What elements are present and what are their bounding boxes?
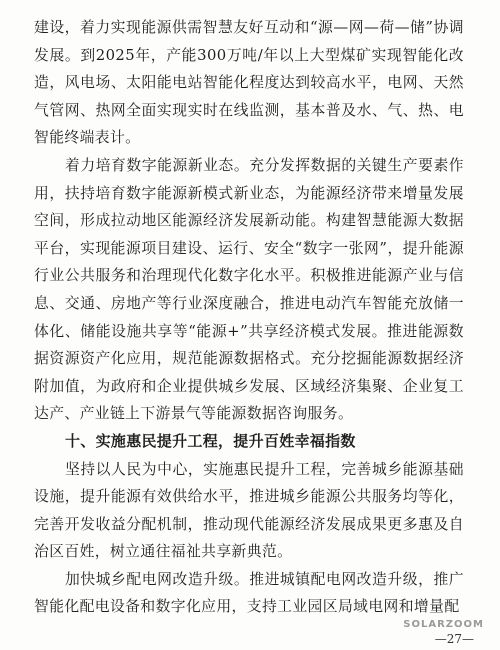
paragraph-smart-energy-continued: 建设，着力实现能源供需智慧友好互动和“源—网—荷—储”协调发展。到2025年，产能300万吨/年以上大型煤矿实现智能化改造，风电场、太阳能电站智能化程度达到较高水平，电网、天然气管网、热网全面实现实时在线监测，基本普及水、气、热、电智能终端表计。	[34, 19, 464, 147]
paragraph-grid-upgrade: 加快城乡配电网改造升级。推进城镇配电网改造升级，推广智能化配电设备和数字化应用，支持工业园区局域电网和增量配	[34, 570, 464, 616]
page-number: —27—	[434, 632, 474, 646]
paragraph-digital-energy: 着力培育数字能源新业态。充分发挥数据的关键生产要素作用，扶持培育数字能源新模式新业态，为能源经济带来增量发展空间，形成拉动地区能源经济发展新动能。构建智慧能源大数据平台，实现能源项目建设、运行、安全“数字一张网”，提升能源行业公共服务和治理现代化数字化水平。积极推进能源产业与信息、交通、房地产等行业深度融合，推进电动汽车智能充放储一体化、储能设施共享等“能源+”共享经济模式发展。推进能源数据资源资产化应用，规范能源数据格式。充分挖掘能源数据经济附加值，为政府和企业提供城乡发展、区域经济集聚、企业复工达产、产业链上下游景气等能源数据咨询服务。	[34, 156, 464, 423]
section-heading: 十、实施惠民提升工程，提升百姓幸福指数	[65, 431, 356, 450]
document-body	[34, 14, 464, 621]
watermark: SOLARZOOM	[403, 619, 484, 630]
paragraph-people-centered: 坚持以人民为中心，实施惠民提升工程，完善城乡能源基础设施，提升能源有效供给水平，推进城乡能源公共服务均等化，完善开发收益分配机制，推动现代能源经济发展成果更多惠及自治区百姓，树立通往福祉共享新典范。	[34, 460, 464, 561]
